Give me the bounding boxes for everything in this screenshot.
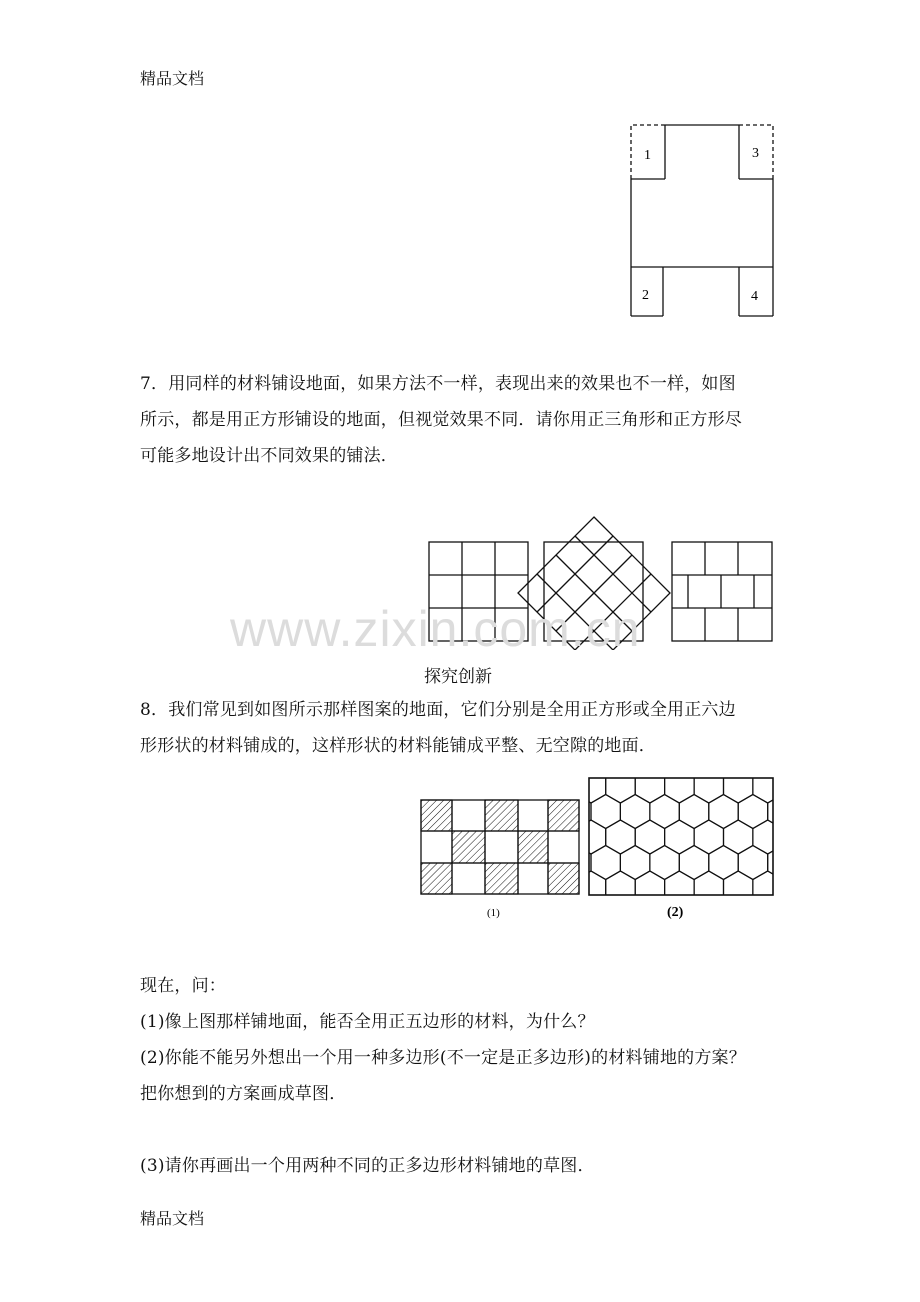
page-header: 精品文档 xyxy=(140,69,205,88)
caption-figure-2: (2) xyxy=(667,905,684,920)
hexagon-tile xyxy=(694,871,723,905)
hexagon-tile xyxy=(753,922,783,927)
hexagon-tile xyxy=(650,795,679,829)
hexagon-tile xyxy=(709,897,738,928)
hexagon-tile xyxy=(635,820,664,854)
hexagon-tile xyxy=(768,897,785,928)
hexagon-tile xyxy=(694,922,723,927)
hexagon-tile xyxy=(679,846,709,880)
hexagon-tile xyxy=(576,772,605,803)
question-8 xyxy=(140,692,736,764)
hexagon-tile xyxy=(665,871,695,905)
hexagon-tile xyxy=(620,772,650,778)
hexagon-tile xyxy=(768,795,785,829)
hexagon-tile xyxy=(709,846,738,880)
question-7-line: 可能多地设计出不同效果的铺法． xyxy=(140,446,398,466)
hexagon-tile xyxy=(606,772,636,803)
hexagon-tile xyxy=(709,795,738,829)
hexagon-tile xyxy=(738,846,768,880)
hexagon-tile xyxy=(620,846,650,880)
hexagon-tile xyxy=(620,795,650,829)
hexagon-tile xyxy=(591,897,620,928)
net-figure xyxy=(620,115,790,325)
question-part-3: (3)请你再画出一个用两种不同的正多边形材料铺地的草图． xyxy=(140,1156,595,1176)
hexagon-tile xyxy=(782,922,785,927)
hexagon-tile xyxy=(650,772,679,778)
hexagon-tile xyxy=(547,772,577,803)
hexagon-tile xyxy=(709,772,738,778)
hexagon-tile xyxy=(606,871,636,905)
hexagon-tile xyxy=(738,772,768,778)
section-title: 探究创新 xyxy=(424,667,492,687)
hexagon-tile xyxy=(591,795,620,829)
hexagon-tile xyxy=(591,846,620,880)
square-label-3: 3 xyxy=(752,146,759,161)
floor-patterns-figure xyxy=(415,772,785,927)
hexagon-tile xyxy=(724,820,753,854)
questions xyxy=(140,968,746,1112)
hexagon-tile xyxy=(679,772,709,778)
square-label-1: 1 xyxy=(644,148,651,163)
question-7-line: 7．用同样的材料铺设地面，如果方法不一样，表现出来的效果也不一样，如图 xyxy=(140,374,736,394)
question-part-1: (1)像上图那样铺地面，能否全用正五边形的材料，为什么？ xyxy=(140,1012,595,1032)
hexagon-tile xyxy=(768,772,785,778)
hexagon-tile xyxy=(576,820,605,854)
question-part-2-cont: 把你想到的方案画成草图． xyxy=(140,1084,347,1104)
question-8-line: 8．我们常见到如图所示那样图案的地面，它们分别是全用正方形或全用正六边 xyxy=(140,700,736,720)
hexagon-tile xyxy=(782,871,785,905)
questions-intro: 现在，问： xyxy=(140,976,226,996)
hexagon-tile xyxy=(562,772,591,778)
question-part-2: (2)你能不能另外想出一个用一种多边形(不一定是正多边形)的材料铺地的方案？ xyxy=(140,1048,746,1068)
hexagon-tile xyxy=(635,871,664,905)
hexagon-tile xyxy=(768,846,785,880)
hexagon-tile xyxy=(606,820,636,854)
hexagon-tile xyxy=(694,772,723,803)
hexagon-tile xyxy=(650,846,679,880)
page-footer: 精品文档 xyxy=(140,1209,205,1228)
question-7 xyxy=(140,366,742,474)
caption-figure-1: (1) xyxy=(487,907,500,919)
hexagon-tile xyxy=(635,922,664,927)
question-8-line: 形形状的材料铺成的，这样形状的材料能铺成平整、无空隙的地面． xyxy=(140,736,656,756)
hexagon-tile xyxy=(591,772,620,778)
hexagon-tile xyxy=(547,922,577,927)
hexagon-tile xyxy=(782,820,785,854)
question-7-line: 所示，都是用正方形铺设的地面，但视觉效果不同．请你用正三角形和正方形尽 xyxy=(140,410,742,430)
square-label-4: 4 xyxy=(751,289,758,304)
hexagon-tile xyxy=(724,772,753,803)
hexagon-tile xyxy=(665,772,695,803)
hexagon-tile xyxy=(724,922,753,927)
hexagon-tile xyxy=(665,820,695,854)
hexagon-tile xyxy=(606,922,636,927)
hexagon-tile xyxy=(665,922,695,927)
hexagon-tile xyxy=(738,795,768,829)
square-label-2: 2 xyxy=(642,288,649,303)
watermark: www.zixin.com.cn xyxy=(230,601,641,657)
hexagon-tile xyxy=(679,795,709,829)
hexagon-tile xyxy=(724,871,753,905)
hexagon-tile xyxy=(620,897,650,928)
hexagon-tile xyxy=(562,897,591,928)
hexagon-tile xyxy=(694,820,723,854)
hexagon-tile xyxy=(753,871,783,905)
hexagon-tile xyxy=(679,897,709,928)
hexagon-tile xyxy=(782,772,785,803)
hexagon-tile xyxy=(738,897,768,928)
hexagon-tile xyxy=(753,772,783,803)
hexagon-tile xyxy=(753,820,783,854)
hexagon-tile xyxy=(576,922,605,927)
hexagon-tile xyxy=(635,772,664,803)
hexagon-tile xyxy=(576,871,605,905)
